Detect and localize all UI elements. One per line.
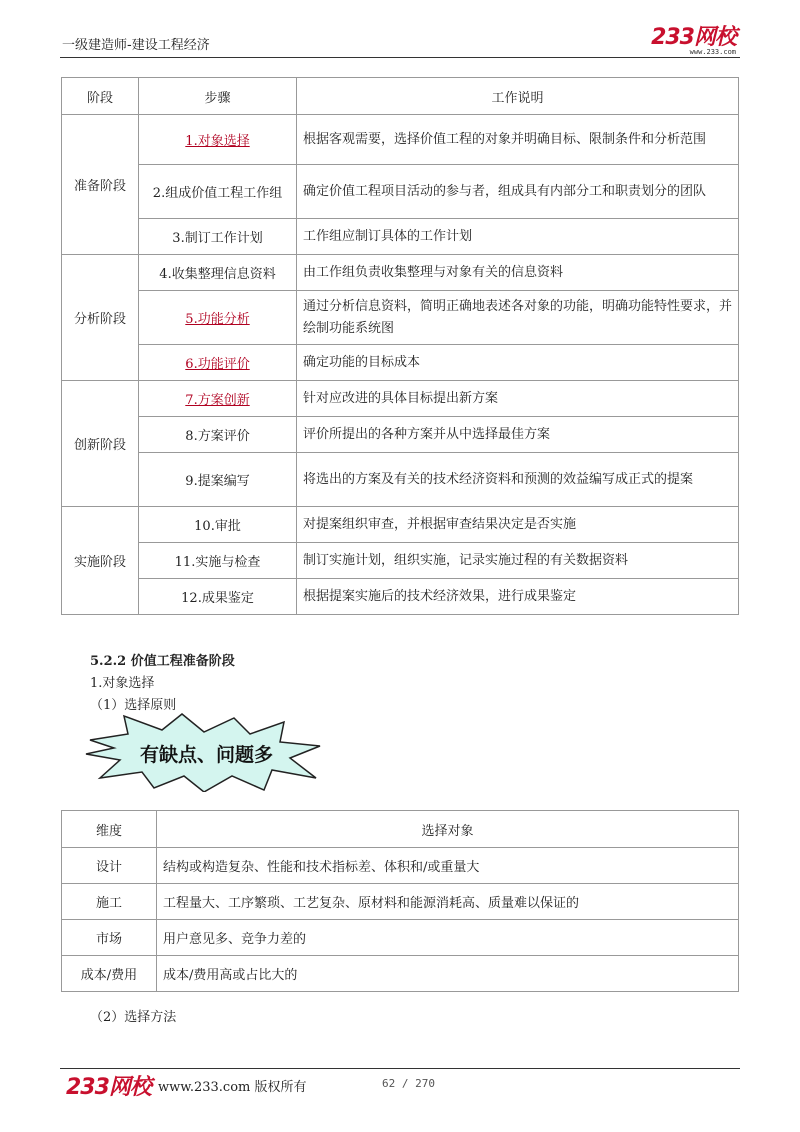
header-dimension: 维度 [62, 811, 157, 848]
description-cell: 对提案组织审查，并根据审查结果决定是否实施 [297, 507, 739, 543]
footer-divider [60, 1068, 740, 1069]
value-engineering-steps-table [61, 77, 739, 615]
step-link[interactable]: 1.对象选择 [185, 134, 250, 149]
description-cell: 根据提案实施后的技术经济效果，进行成果鉴定 [297, 579, 739, 615]
selection-target-table [61, 810, 739, 992]
subsection-heading: （1）选择原则 [90, 698, 177, 713]
description-cell: 将选出的方案及有关的技术经济资料和预测的效益编写成正式的提案 [297, 453, 739, 507]
header-divider [60, 57, 740, 58]
step-cell: 8.方案评价 [139, 417, 297, 453]
table-header-row [62, 811, 739, 848]
step-cell: 11.实施与检查 [139, 543, 297, 579]
description-cell: 由工作组负责收集整理与对象有关的信息资料 [297, 255, 739, 291]
logo-brand-text: 233网校 [651, 25, 736, 50]
subsection-heading: 1.对象选择 [90, 676, 155, 691]
subsection-heading: （2）选择方法 [90, 1010, 177, 1025]
target-cell: 工程量大、工序繁琐、工艺复杂、原材料和能源消耗高、质量难以保证的 [157, 884, 739, 920]
step-cell[interactable] [139, 291, 297, 345]
table-header-row [62, 78, 739, 115]
step-cell: 9.提案编写 [139, 453, 297, 507]
target-cell: 结构或构造复杂、性能和技术指标差、体积和/或重量大 [157, 848, 739, 884]
dimension-cell: 成本/费用 [62, 956, 157, 992]
document-header-title: 一级建造师-建设工程经济 [62, 38, 210, 53]
stage-cell: 准备阶段 [62, 115, 139, 255]
table-row [62, 453, 739, 507]
description-cell: 通过分析信息资料，简明正确地表述各对象的功能，明确功能特性要求，并绘制功能系统图 [297, 291, 739, 345]
step-cell: 10.审批 [139, 507, 297, 543]
step-link[interactable]: 7.方案创新 [185, 393, 250, 408]
description-cell: 针对应改进的具体目标提出新方案 [297, 381, 739, 417]
table-row [62, 255, 739, 291]
step-cell: 4.收集整理信息资料 [139, 255, 297, 291]
brand-logo-top [651, 20, 736, 56]
dimension-cell: 设计 [62, 848, 157, 884]
description-cell: 评价所提出的各种方案并从中选择最佳方案 [297, 417, 739, 453]
step-cell[interactable] [139, 345, 297, 381]
step-cell[interactable] [139, 115, 297, 165]
header-description: 工作说明 [297, 78, 739, 115]
table-row [62, 884, 739, 920]
table-row [62, 507, 739, 543]
section-heading: 5.2.2 价值工程准备阶段 [90, 654, 235, 669]
description-cell: 工作组应制订具体的工作计划 [297, 219, 739, 255]
table-row [62, 165, 739, 219]
table-row [62, 115, 739, 165]
stage-cell: 实施阶段 [62, 507, 139, 615]
table-row [62, 381, 739, 417]
table-row [62, 291, 739, 345]
description-cell: 根据客观需要，选择价值工程的对象并明确目标、限制条件和分析范围 [297, 115, 739, 165]
description-cell: 制订实施计划，组织实施，记录实施过程的有关数据资料 [297, 543, 739, 579]
step-cell: 3.制订工作计划 [139, 219, 297, 255]
description-cell: 确定价值工程项目活动的参与者，组成具有内部分工和职责划分的团队 [297, 165, 739, 219]
stage-cell: 创新阶段 [62, 381, 139, 507]
target-cell: 用户意见多、竞争力差的 [157, 920, 739, 956]
table-row [62, 579, 739, 615]
dimension-cell: 施工 [62, 884, 157, 920]
dimension-cell: 市场 [62, 920, 157, 956]
header-target: 选择对象 [157, 811, 739, 848]
step-cell: 2.组成价值工程工作组 [139, 165, 297, 219]
step-link[interactable]: 5.功能分析 [185, 312, 250, 327]
table-row [62, 543, 739, 579]
target-cell: 成本/费用高或占比大的 [157, 956, 739, 992]
header-step: 步骤 [139, 78, 297, 115]
table-row [62, 956, 739, 992]
table-row [62, 417, 739, 453]
logo-url-text: www.233.com [689, 48, 736, 56]
table-row [62, 848, 739, 884]
description-cell: 确定功能的目标成本 [297, 345, 739, 381]
step-link[interactable]: 6.功能评价 [185, 357, 250, 372]
table-row [62, 345, 739, 381]
step-cell[interactable] [139, 381, 297, 417]
table-row [62, 219, 739, 255]
header-stage: 阶段 [62, 78, 139, 115]
brand-logo-bottom: 233网校 [66, 1075, 151, 1100]
footer-copyright: www.233.com 版权所有 [158, 1080, 307, 1095]
stage-cell: 分析阶段 [62, 255, 139, 381]
step-cell: 12.成果鉴定 [139, 579, 297, 615]
page-number: 62 / 270 [382, 1077, 435, 1090]
table-row [62, 920, 739, 956]
starburst-text: 有缺点、问题多 [140, 744, 274, 766]
